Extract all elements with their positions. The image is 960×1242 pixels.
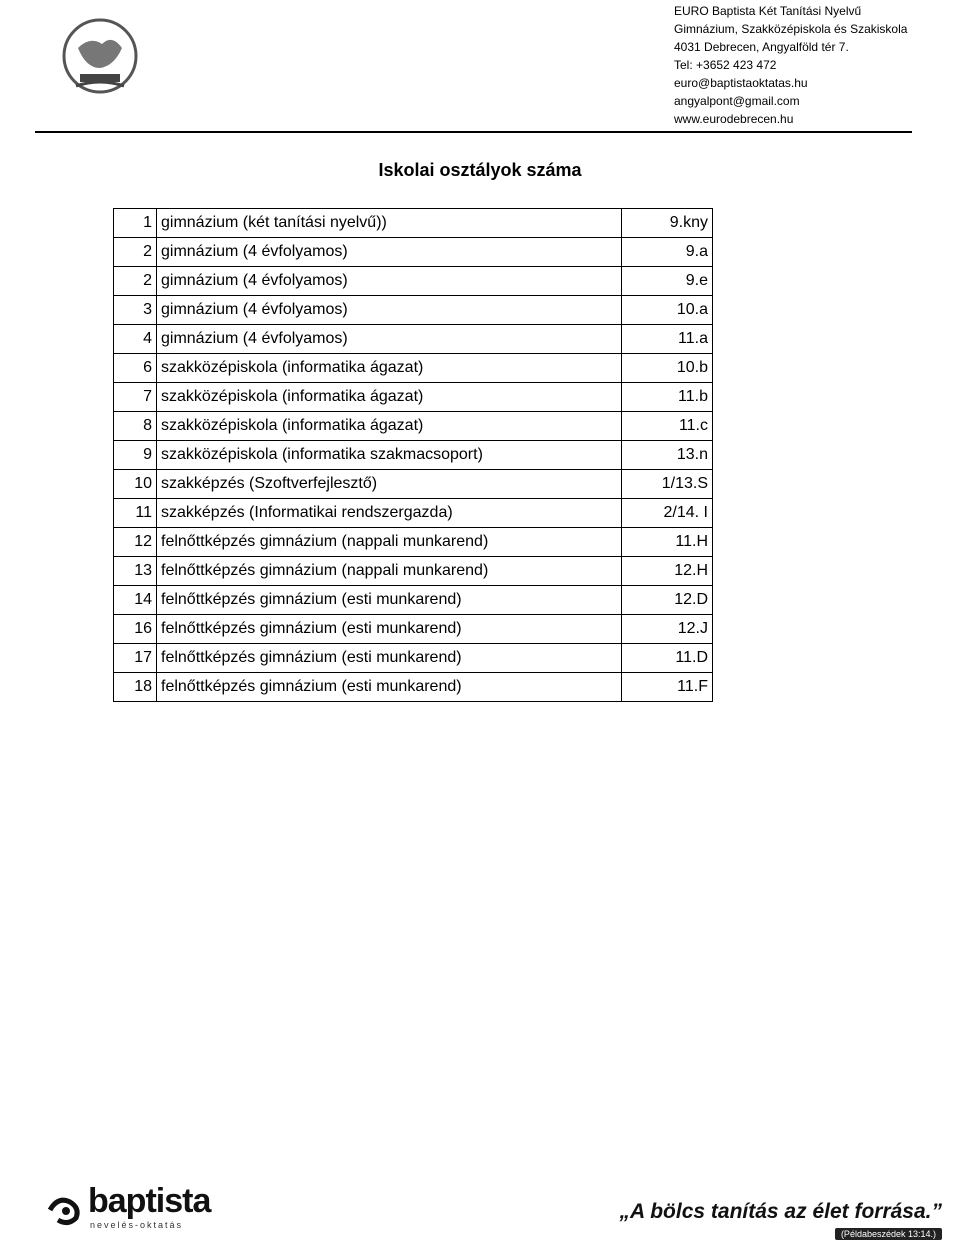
- class-code-cell: 12.H: [622, 557, 713, 586]
- class-name-cell: gimnázium (4 évfolyamos): [157, 267, 622, 296]
- motto-reference: (Példabeszédek 13:14.): [835, 1228, 942, 1240]
- class-name-cell: gimnázium (két tanítási nyelvű)): [157, 209, 622, 238]
- header-divider: [35, 131, 912, 133]
- class-number-cell: 16: [114, 615, 157, 644]
- class-code-cell: 11.a: [622, 325, 713, 354]
- table-row: [114, 644, 713, 673]
- org-name: EURO Baptista Két Tanítási Nyelvű: [674, 4, 862, 18]
- class-code-cell: 2/14. I: [622, 499, 713, 528]
- class-name-cell: felnőttképzés gimnázium (nappali munkarend): [157, 557, 622, 586]
- baptista-subtitle: nevelés-oktatás: [90, 1220, 184, 1230]
- class-name-cell: szakképzés (Informatikai rendszergazda): [157, 499, 622, 528]
- table-row: [114, 557, 713, 586]
- table-row: [114, 238, 713, 267]
- class-code-cell: 11.c: [622, 412, 713, 441]
- class-name-cell: felnőttképzés gimnázium (esti munkarend): [157, 644, 622, 673]
- address: 4031 Debrecen, Angyalföld tér 7.: [674, 40, 849, 54]
- class-number-cell: 4: [114, 325, 157, 354]
- table-row: [114, 673, 713, 702]
- class-name-cell: szakközépiskola (informatika ágazat): [157, 354, 622, 383]
- class-name-cell: szakközépiskola (informatika ágazat): [157, 412, 622, 441]
- phone: Tel: +3652 423 472: [674, 58, 777, 72]
- class-code-cell: 10.b: [622, 354, 713, 383]
- class-number-cell: 14: [114, 586, 157, 615]
- baptista-word: baptista: [88, 1182, 211, 1220]
- class-code-cell: 11.H: [622, 528, 713, 557]
- class-code-cell: 12.D: [622, 586, 713, 615]
- class-name-cell: felnőttképzés gimnázium (esti munkarend): [157, 673, 622, 702]
- classes-table: [113, 208, 713, 702]
- table-row: [114, 528, 713, 557]
- class-name-cell: szakközépiskola (informatika szakmacsoport): [157, 441, 622, 470]
- class-name-cell: felnőttképzés gimnázium (esti munkarend): [157, 615, 622, 644]
- class-code-cell: 13.n: [622, 441, 713, 470]
- class-code-cell: 9.a: [622, 238, 713, 267]
- class-code-cell: 9.e: [622, 267, 713, 296]
- motto-quote: „A bölcs tanítás az élet forrása.”: [619, 1200, 942, 1223]
- page-title: Iskolai osztályok száma: [378, 160, 582, 180]
- class-name-cell: felnőttképzés gimnázium (esti munkarend): [157, 586, 622, 615]
- class-code-cell: 10.a: [622, 296, 713, 325]
- class-number-cell: 6: [114, 354, 157, 383]
- school-contact-block: [674, 2, 907, 128]
- class-code-cell: 11.b: [622, 383, 713, 412]
- class-number-cell: 13: [114, 557, 157, 586]
- table-row: [114, 412, 713, 441]
- class-number-cell: 11: [114, 499, 157, 528]
- table-row: [114, 586, 713, 615]
- table-row: [114, 267, 713, 296]
- class-name-cell: gimnázium (4 évfolyamos): [157, 238, 622, 267]
- table-row: [114, 615, 713, 644]
- class-number-cell: 18: [114, 673, 157, 702]
- table-row: [114, 325, 713, 354]
- class-code-cell: 11.F: [622, 673, 713, 702]
- school-logo: [50, 8, 150, 108]
- class-number-cell: 10: [114, 470, 157, 499]
- website-link[interactable]: www.eurodebrecen.hu: [674, 112, 794, 126]
- class-name-cell: gimnázium (4 évfolyamos): [157, 296, 622, 325]
- class-number-cell: 1: [114, 209, 157, 238]
- class-code-cell: 12.J: [622, 615, 713, 644]
- class-code-cell: 1/13.S: [622, 470, 713, 499]
- baptista-logo: [46, 1182, 276, 1234]
- org-type: Gimnázium, Szakközépiskola és Szakiskola: [674, 22, 908, 36]
- class-number-cell: 12: [114, 528, 157, 557]
- class-name-cell: szakképzés (Szoftverfejlesztő): [157, 470, 622, 499]
- class-number-cell: 17: [114, 644, 157, 673]
- class-number-cell: 3: [114, 296, 157, 325]
- email-secondary: angyalpont@gmail.com: [674, 94, 800, 108]
- footer-motto: [620, 1200, 943, 1242]
- class-number-cell: 2: [114, 238, 157, 267]
- class-number-cell: 7: [114, 383, 157, 412]
- table-row: [114, 296, 713, 325]
- table-row: [114, 441, 713, 470]
- table-row: [114, 354, 713, 383]
- class-number-cell: 8: [114, 412, 157, 441]
- class-name-cell: gimnázium (4 évfolyamos): [157, 325, 622, 354]
- table-row: [114, 499, 713, 528]
- table-row: [114, 383, 713, 412]
- class-number-cell: 2: [114, 267, 157, 296]
- class-code-cell: 11.D: [622, 644, 713, 673]
- class-name-cell: felnőttképzés gimnázium (nappali munkarend): [157, 528, 622, 557]
- email-primary: euro@baptistaoktatas.hu: [674, 76, 808, 90]
- table-row: [114, 209, 713, 238]
- table-row: [114, 470, 713, 499]
- class-number-cell: 9: [114, 441, 157, 470]
- class-name-cell: szakközépiskola (informatika ágazat): [157, 383, 622, 412]
- class-code-cell: 9.kny: [622, 209, 713, 238]
